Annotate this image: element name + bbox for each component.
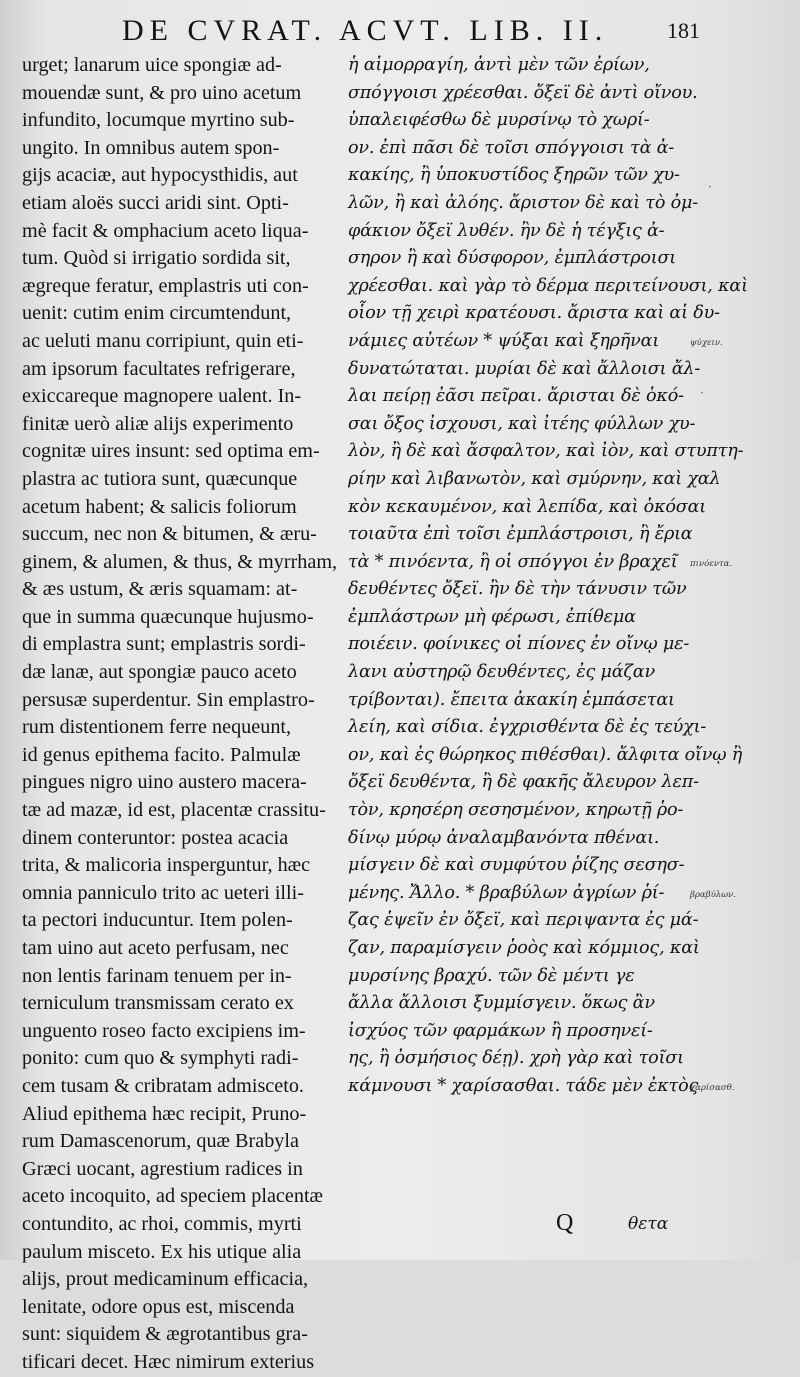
margin-dot-mark: · — [700, 386, 704, 400]
latin-text-line: omnia panniculo trito ac ueteri illi- — [22, 881, 304, 904]
margin-gloss: ψύχειν. — [690, 338, 723, 348]
greek-text-line: ης, ἢ ὀσμήσιος δέῃ). χρὴ γὰρ καὶ τοῖσι — [348, 1048, 684, 1069]
latin-text-line: alijs, prout medicaminum efficacia, — [22, 1268, 309, 1291]
greek-text-line: κάμνουσι * χαρίσασθαι. τάδε μὲν ἐκτὸς — [348, 1075, 699, 1096]
signature-mark: Q — [556, 1210, 574, 1236]
latin-text-line: dæ lanæ, aut spongiæ pauco aceto — [22, 661, 297, 684]
latin-text-line: etiam aloës succi aridi sint. Opti- — [22, 191, 289, 214]
greek-text-line: τρίβονται). ἔπειτα ἀκακίη ἐμπάσεται — [348, 689, 675, 710]
greek-text-line: ρίην καὶ λιβανωτὸν, καὶ σμύρνην, καὶ χαλ — [348, 468, 721, 489]
latin-text-line: Græci uocant, agrestium radices in — [22, 1157, 303, 1180]
latin-text-line: unguento roseo facto excipiens im- — [22, 1019, 306, 1042]
margin-gloss: πινόεντα. — [690, 558, 733, 569]
greek-text-line: κὸν κεκαυμένον, καὶ λεπίδα, καὶ ὁκόσαι — [348, 496, 706, 517]
page-number: 181 — [667, 18, 700, 43]
greek-text-line: ποιέειν. φοίνικες οἱ πίονες ἐν οἴνῳ με- — [348, 634, 690, 655]
latin-text-line: ginem, & alumen, & thus, & myrrham, — [22, 550, 338, 573]
latin-text-line: gijs acaciæ, aut hypocysthidis, aut — [22, 164, 298, 187]
greek-text-line: ἰσχύος τῶν φαρμάκων ἢ προσηνεί- — [348, 1020, 653, 1041]
margin-gloss: βραβύλων. — [690, 890, 736, 900]
latin-text-line: ac ueluti manu corripiunt, quin eti- — [22, 329, 304, 352]
latin-column — [22, 52, 340, 1377]
latin-text-line: exiccareque magnopere ualent. In- — [22, 385, 302, 408]
page-footer — [0, 1210, 800, 1250]
latin-text-line: rum Damascenorum, quæ Brabyla — [22, 1130, 299, 1153]
latin-text-line: cem tusam & cribratam admisceto. — [22, 1074, 304, 1097]
greek-text-line: μένης. Ἄλλο. * βραβύλων ἀγρίων ῥί- — [348, 882, 665, 903]
greek-text-line: μίσγειν δὲ καὶ συμφύτου ῥίζης σεσησ- — [348, 855, 685, 876]
latin-text-line: non lentis farinam tenuem per in- — [22, 964, 292, 987]
latin-text-line: tum. Quòd si irrigatio sordida sit, — [22, 247, 291, 270]
latin-text-line: uenit: cutim enim circumtendunt, — [22, 302, 292, 325]
latin-text-line: Aliud epithema hæc recipit, Pruno- — [22, 1102, 307, 1125]
greek-text-line: μυρσίνης βραχύ. τῶν δὲ μέντι γε — [348, 965, 635, 986]
greek-text-line: τὸν, κρησέρη σεσησμένον, κηρωτῇ ῥο- — [348, 800, 684, 821]
greek-text-line: τὰ * πινόεντα, ἢ οἱ σπόγγοι ἐν βραχεῖ — [348, 551, 678, 572]
greek-text-line: λαι πείρῃ ἐᾶσι πεῖραι. ἄρισται δὲ ὁκό- — [348, 386, 684, 407]
greek-text-line: ἡ αἱμορραγίη, ἀντὶ μὲν τῶν ἐρίων, — [348, 55, 650, 75]
latin-text-line: cognitæ uires insunt: sed optima em- — [22, 440, 320, 463]
latin-text-line: ta pectori inducuntur. Item polen- — [22, 909, 293, 932]
page-header — [60, 14, 700, 48]
latin-text-line: mè facit & omphacium aceto liqua- — [22, 219, 309, 242]
greek-text-line: δυνατώταται. μυρίαι δὲ καὶ ἄλλοισι ἄλ- — [348, 358, 701, 379]
greek-text-line: φάκιον ὄξεϊ λυθέν. ἢν δὲ ἡ τέγξις ἀ- — [348, 220, 665, 241]
greek-text-line: χρέεσθαι. καὶ γὰρ τὸ δέρμα περιτείνουσι, καὶ — [348, 275, 748, 296]
greek-text-line: ὄξεϊ δευθέντα, ἢ δὲ φακῆς ἄλευρον λεπ- — [348, 772, 699, 793]
margin-gloss: χαρίσασθ. — [690, 1083, 735, 1094]
latin-text-line: aceto incoquito, ad speciem placentæ — [22, 1185, 324, 1208]
latin-text-line: terniculum transmissam cerato ex — [22, 992, 294, 1015]
greek-text-line: νάμιες αὐτέων * ψύξαι καὶ ξηρῆναι — [348, 330, 660, 351]
greek-text-line: κακίης, ἢ ὑποκυστίδος ξηρῶν τῶν χυ- — [348, 165, 680, 186]
latin-text-line: id genus epithema facito. Palmulæ — [22, 743, 301, 766]
latin-text-line: urget; lanarum uice spongiæ ad- — [22, 54, 282, 76]
greek-text-line: τοιαῦτα ἐπὶ τοῖσι ἐμπλάστροισι, ἢ ἔρια — [348, 524, 693, 545]
latin-text-line: paulum misceto. Ex his utique alia — [22, 1240, 302, 1263]
greek-text-line: ον, καὶ ἐς θώρηκος πιθέσθαι). ἄλφιτα οἴνῳ ἢ — [348, 744, 743, 765]
greek-text-line: λῶν, ἢ καὶ ἀλόης. ἄριστον δὲ καὶ τὸ ὀμ- — [348, 192, 698, 213]
greek-text-line: δίνῳ μύρῳ ἀναλαμβανόντα πθέναι. — [348, 827, 660, 848]
running-head: DE CVRAT. ACVT. LIB. II. — [122, 14, 609, 47]
greek-text-line: λὸν, ἢ δὲ καὶ ἄσφαλτον, καὶ ἰὸν, καὶ στυπτη- — [348, 441, 744, 462]
greek-text-line: ὑπαλειφέσθω δὲ μυρσίνῳ τὸ χωρί- — [348, 110, 650, 131]
greek-text-line: ον. ἐπὶ πᾶσι δὲ τοῖσι σπόγγοισι τὰ ἀ- — [348, 137, 675, 158]
latin-text-line: plastra ac tutiora sunt, quæcunque — [22, 467, 298, 490]
latin-text-line: succum, nec non & bitumen, & æru- — [22, 523, 317, 546]
greek-text-line: σαι ὄξος ἰσχουσι, καὶ ἰτέης φύλλων χυ- — [348, 413, 696, 434]
latin-text-line: & æs ustum, & æris squamam: at- — [22, 578, 298, 601]
catchword: θετα — [628, 1214, 669, 1234]
greek-text-line: λανι αὐστηρῷ δευθέντες, ἐς μάζαν — [348, 662, 655, 683]
latin-text-line: pingues nigro uino austero macera- — [22, 771, 307, 794]
greek-text-line: δευθέντες ὄξεϊ. ἢν δὲ τὴν τάνυσιν τῶν — [348, 579, 687, 600]
greek-text-line: σπόγγοισι χρέεσθαι. ὄξεϊ δὲ ἀντὶ οἴνου. — [348, 82, 698, 103]
greek-text-line: ἄλλα ἄλλοισι ξυμμίσγειν. ὅκως ἂν — [348, 993, 655, 1014]
latin-text-line: lenitate, odore opus est, miscenda — [22, 1295, 295, 1318]
greek-text-line: ζας ἑψεῖν ἐν ὄξεϊ, καὶ περιψαντα ἐς μά- — [348, 910, 699, 931]
greek-text-line: σηρον ἢ καὶ δύσφορον, ἐμπλάστροισι — [348, 248, 676, 269]
latin-text-line: tificari decet. Hæc nimirum exterius — [22, 1350, 315, 1373]
latin-text-line: persusæ superdentur. Sin emplastro- — [22, 688, 315, 711]
greek-text-line: ἐμπλάστρων μὴ φέρωσι, ἐπίθεμα — [348, 606, 636, 627]
latin-text-line: acetum habent; & salicis foliorum — [22, 495, 297, 518]
latin-text-line: am ipsorum facultates refrigerare, — [22, 357, 296, 380]
latin-text-line: ponito: cum quo & symphyti radi- — [22, 1047, 299, 1070]
latin-text-line: tæ ad mazæ, id est, placentæ crassitu- — [22, 799, 326, 822]
latin-text-line: infundito, locumque myrtino sub- — [22, 109, 295, 132]
latin-text-line: dinem conteruntor: postea acacia — [22, 826, 289, 849]
latin-text-line: ungito. In omnibus autem spon- — [22, 136, 280, 159]
latin-text-line: finitæ uerò aliæ alijs experimento — [22, 412, 294, 435]
latin-text-line: di emplastra sunt; emplastris sordi- — [22, 633, 306, 656]
greek-text-line: λείη, καὶ σίδια. ἐγχρισθέντα δὲ ἐς τεύχι- — [348, 717, 707, 738]
latin-text-line: rum distentionem ferre nequeunt, — [22, 716, 292, 739]
margin-dot-mark: · — [708, 180, 712, 194]
greek-text-line: οἷον τῇ χειρὶ κρατέουσι. ἄριστα καὶ αἱ δυ- — [348, 303, 720, 324]
greek-text-line: ζαν, παραμίσγειν ῥοὸς καὶ κόμμιος, καὶ — [348, 938, 700, 958]
latin-text-line: trita, & malicoria insperguntur, hæc — [22, 854, 311, 877]
latin-text-line: contundito, ac rhoi, commis, myrti — [22, 1212, 302, 1235]
latin-text-line: mouendæ sunt, & pro uino acetum — [22, 81, 302, 104]
latin-text-line: tam uino aut aceto perfusam, nec — [22, 937, 289, 959]
latin-text-line: sunt: siquidem & ægrotantibus gra- — [22, 1323, 308, 1346]
latin-text-line: que in summa quæcunque hujusmo- — [22, 605, 314, 628]
latin-text-line: ægreque feratur, emplastris uti con- — [22, 274, 309, 297]
